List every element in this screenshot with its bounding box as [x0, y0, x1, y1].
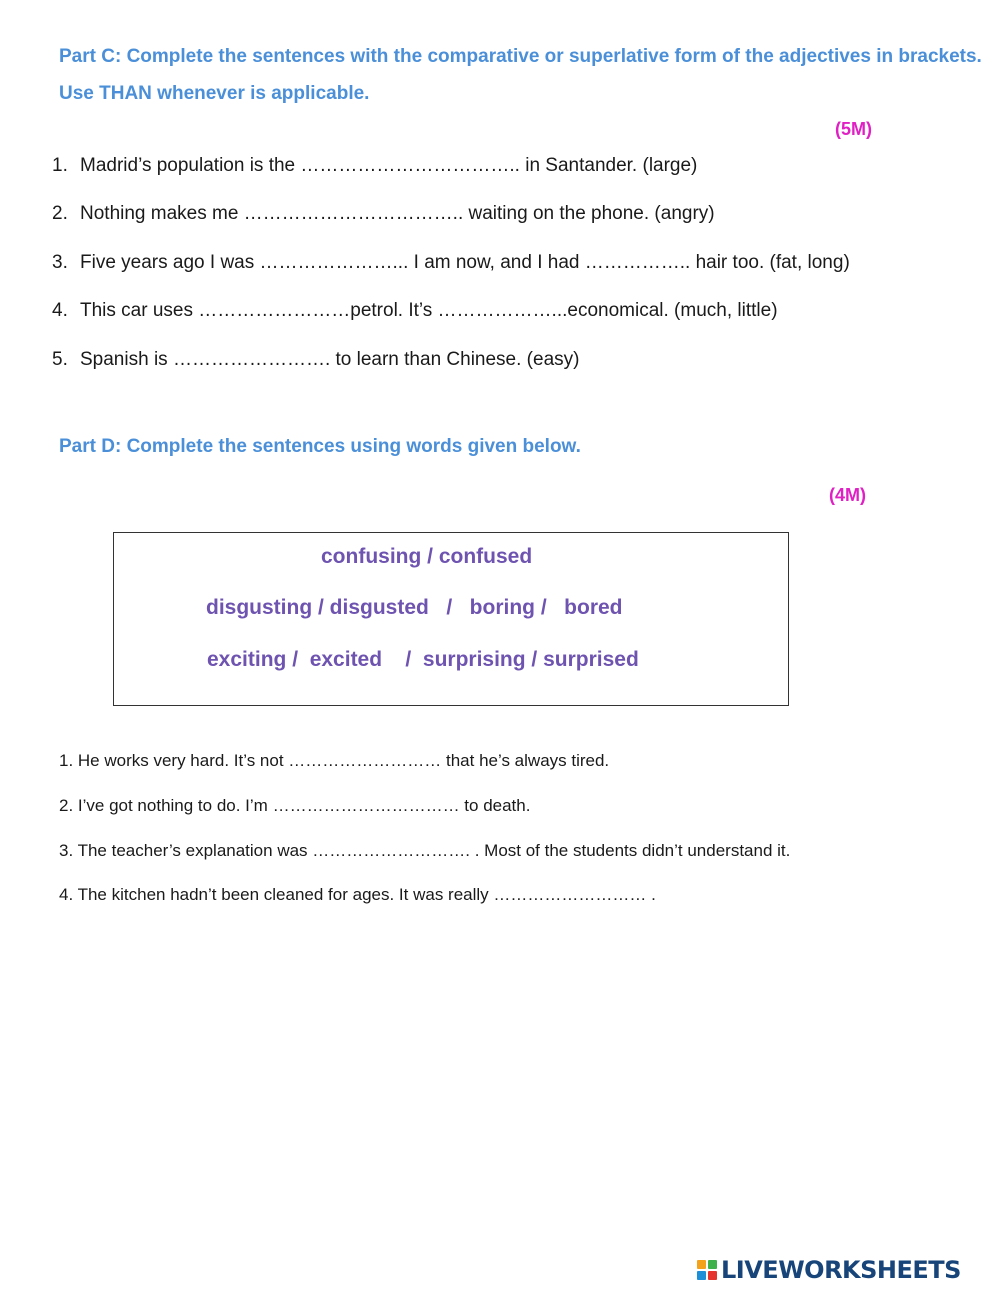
part-d-item-2: 2. I’ve got nothing to do. I’m …………………………… to death. — [59, 796, 531, 815]
word-box-line-3: exciting / excited / surprising / surprised — [207, 648, 639, 671]
item-text: This car uses ……………………petrol. It’s ………………...economical. (much, little) — [80, 300, 778, 321]
part-c-item-1 — [52, 154, 697, 178]
part-d-item-1: 1. He works very hard. It’s not ……………………… that he’s always tired. — [59, 751, 610, 770]
part-d-heading: Part D: Complete the sentences using words given below. — [59, 436, 581, 457]
part-c-heading: Part C: Complete the sentences with the comparative or superlative form of the adjectives in brackets. Use THAN whenever is applicable. — [59, 46, 982, 104]
item-text: Nothing makes me …………………………….. waiting on the phone. (angry) — [80, 203, 715, 224]
logo-text: LIVEWORKSHEETS — [721, 1256, 961, 1284]
logo-square — [697, 1271, 706, 1280]
part-c-item-2 — [52, 202, 715, 226]
part-c-item-5 — [52, 348, 579, 372]
item-number: 2. — [52, 203, 68, 224]
word-box — [113, 532, 789, 706]
item-text: Madrid’s population is the …………………………….. in Santander. (large) — [80, 155, 698, 176]
part-c-item-4 — [52, 299, 778, 323]
word-box-line-2: disgusting / disgusted / boring / bored — [206, 596, 623, 619]
item-text: Spanish is ……………………. to learn than Chinese. (easy) — [80, 349, 580, 370]
part-d-item-4: 4. The kitchen hadn’t been cleaned for ages. It was really ……………………… . — [59, 885, 656, 904]
logo-square — [708, 1260, 717, 1269]
part-d-marks: (4M) — [829, 485, 866, 505]
liveworksheets-logo[interactable] — [697, 1255, 961, 1285]
item-number: 3. — [52, 252, 68, 273]
part-c-item-3 — [52, 251, 850, 275]
logo-squares-icon — [697, 1260, 717, 1280]
part-c-marks: (5M) — [835, 119, 872, 139]
item-number: 4. — [52, 300, 68, 321]
item-number: 1. — [52, 155, 68, 176]
word-box-line-1: confusing / confused — [321, 545, 533, 568]
part-d-item-3: 3. The teacher’s explanation was ………………………. . Most of the students didn’t understand it. — [59, 841, 791, 860]
logo-square — [708, 1271, 717, 1280]
item-text: Five years ago I was …………………... I am now, and I had …………….. hair too. (fat, long) — [80, 252, 850, 273]
logo-square — [697, 1260, 706, 1269]
item-number: 5. — [52, 349, 68, 370]
